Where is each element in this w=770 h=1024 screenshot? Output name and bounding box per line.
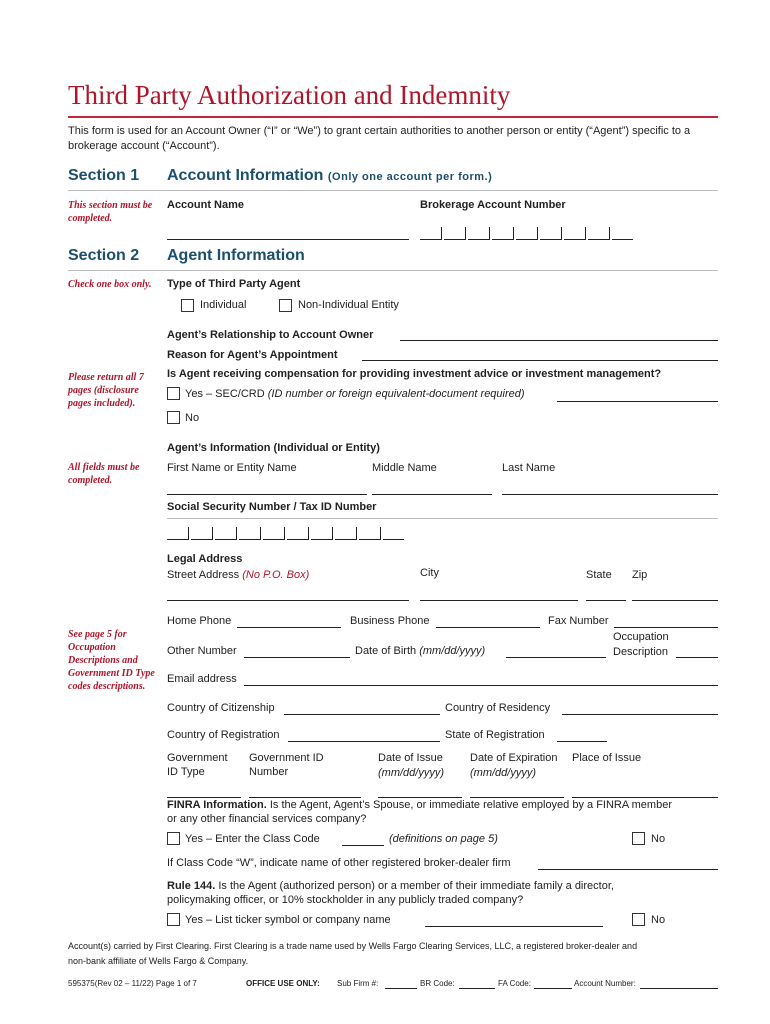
citizenship-field[interactable] bbox=[284, 714, 440, 715]
side-note-check-one: Check one box only. bbox=[68, 279, 152, 290]
account-number-field[interactable] bbox=[640, 988, 718, 989]
other-number-field[interactable] bbox=[244, 657, 350, 658]
class-w-firm-field[interactable] bbox=[538, 869, 718, 870]
rule-144-line-2: policymaking officer, or 10% stockholder in any publicly traded company? bbox=[167, 894, 524, 906]
section-1-heading: Account Information (Only one account per form.) bbox=[167, 167, 493, 184]
registration-field[interactable] bbox=[288, 741, 440, 742]
gov-id-number-label-1: Government ID bbox=[249, 752, 324, 764]
form-id: 595375(Rev 02 – 11/22) Page 1 of 7 bbox=[68, 979, 197, 988]
title-divider bbox=[68, 116, 718, 118]
section-2-divider bbox=[68, 270, 718, 271]
compensation-no-checkbox[interactable] bbox=[167, 411, 180, 424]
business-phone-field[interactable] bbox=[436, 627, 540, 628]
middle-name-label: Middle Name bbox=[372, 462, 437, 474]
gov-id-type-label-2: ID Type bbox=[167, 766, 205, 778]
residency-field[interactable] bbox=[562, 714, 718, 715]
rule-144-no-checkbox[interactable] bbox=[632, 913, 645, 926]
residency-label: Country of Residency bbox=[445, 702, 551, 714]
brokerage-account-number-field[interactable] bbox=[420, 227, 635, 245]
city-field[interactable] bbox=[420, 600, 578, 601]
state-label: State bbox=[586, 569, 612, 581]
registration-label: Country of Registration bbox=[167, 729, 280, 741]
account-name-field[interactable] bbox=[167, 239, 409, 240]
agent-type-heading: Type of Third Party Agent bbox=[167, 278, 301, 290]
finra-question-line-1: FINRA Information. Is the Agent, Agent’s Spouse, or immediate relative employed by a FINRA member bbox=[167, 799, 672, 811]
ssn-field[interactable] bbox=[167, 527, 406, 545]
class-code-field[interactable] bbox=[342, 845, 384, 846]
rule-144-yes-label: Yes – List ticker symbol or company name bbox=[185, 914, 391, 926]
date-issue-label: Date of Issue bbox=[378, 752, 443, 764]
br-code-field[interactable] bbox=[459, 988, 495, 989]
middle-name-field[interactable] bbox=[372, 494, 492, 495]
disclaimer-line-1: Account(s) carried by First Clearing. First Clearing is a trade name used by Wells Fargo Clearing Services, LLC, a registered broker-dealer and bbox=[68, 941, 638, 951]
rule-144-no-label: No bbox=[651, 914, 666, 926]
individual-checkbox[interactable] bbox=[181, 299, 194, 312]
agent-info-heading: Agent’s Information (Individual or Entity) bbox=[167, 442, 380, 454]
finra-no-label: No bbox=[651, 833, 666, 845]
compensation-question: Is Agent receiving compensation for providing investment advice or investment management? bbox=[167, 368, 662, 380]
side-note-see-page-5: See page 5 for Occupation Descriptions and Government ID Type codes descriptions. bbox=[68, 629, 155, 692]
finra-no-checkbox[interactable] bbox=[632, 832, 645, 845]
reason-label: Reason for Agent’s Appointment bbox=[167, 349, 338, 361]
non-individual-label: Non-Individual Entity bbox=[298, 299, 399, 311]
office-use-label: OFFICE USE ONLY: bbox=[246, 979, 320, 988]
gov-id-number-label-2: Number bbox=[249, 766, 289, 778]
last-name-field[interactable] bbox=[502, 494, 718, 495]
home-phone-field[interactable] bbox=[237, 627, 341, 628]
compensation-no-label: No bbox=[185, 412, 200, 424]
zip-field[interactable] bbox=[632, 600, 718, 601]
relationship-label: Agent’s Relationship to Account Owner bbox=[167, 329, 374, 341]
page-title: Third Party Authorization and Indemnity bbox=[68, 80, 511, 110]
section-1-note: (Only one account per form.) bbox=[327, 171, 493, 183]
section-1-label: Section 1 bbox=[68, 167, 140, 184]
citizenship-label: Country of Citizenship bbox=[167, 702, 275, 714]
fa-code-field[interactable] bbox=[534, 988, 572, 989]
relationship-field[interactable] bbox=[400, 340, 718, 341]
section-1-divider bbox=[68, 190, 718, 191]
first-name-label: First Name or Entity Name bbox=[167, 462, 297, 474]
sub-firm-field[interactable] bbox=[385, 988, 417, 989]
account-name-label: Account Name bbox=[167, 199, 245, 211]
street-address-label: Street Address (No P.O. Box) bbox=[167, 569, 310, 581]
class-w-label: If Class Code “W”, indicate name of other registered broker-dealer firm bbox=[167, 857, 511, 869]
brokerage-account-number-label: Brokerage Account Number bbox=[420, 199, 566, 211]
section-1-side-note: This section must be completed. bbox=[68, 200, 153, 224]
place-issue-field[interactable] bbox=[572, 797, 718, 798]
side-note-all-fields: All fields must be completed. bbox=[68, 462, 140, 486]
street-address-field[interactable] bbox=[167, 600, 409, 601]
zip-label: Zip bbox=[632, 569, 648, 581]
occupation-label: Occupation bbox=[613, 631, 669, 643]
br-code-label: BR Code: bbox=[420, 979, 455, 988]
sub-firm-label: Sub Firm #: bbox=[337, 979, 379, 988]
compensation-yes-checkbox[interactable] bbox=[167, 387, 180, 400]
sec-crd-field[interactable] bbox=[557, 401, 718, 402]
occupation-description-label: Description bbox=[613, 646, 669, 658]
state-field[interactable] bbox=[586, 600, 626, 601]
ticker-field[interactable] bbox=[425, 926, 603, 927]
individual-label: Individual bbox=[200, 299, 247, 311]
non-individual-checkbox[interactable] bbox=[279, 299, 292, 312]
gov-id-number-field[interactable] bbox=[249, 797, 361, 798]
ssn-label: Social Security Number / Tax ID Number bbox=[167, 501, 377, 513]
ssn-divider bbox=[167, 518, 718, 519]
date-issue-field[interactable] bbox=[378, 797, 462, 798]
gov-id-type-label-1: Government bbox=[167, 752, 228, 764]
legal-address-heading: Legal Address bbox=[167, 553, 243, 565]
date-expiration-field[interactable] bbox=[470, 797, 564, 798]
reason-field[interactable] bbox=[362, 360, 718, 361]
email-field[interactable] bbox=[244, 685, 718, 686]
city-label: City bbox=[420, 567, 439, 579]
fax-number-label: Fax Number bbox=[548, 615, 609, 627]
fax-number-field[interactable] bbox=[614, 627, 718, 628]
occupation-field[interactable] bbox=[676, 657, 718, 658]
state-registration-label: State of Registration bbox=[445, 729, 545, 741]
date-expiration-label: Date of Expiration bbox=[470, 752, 558, 764]
first-name-field[interactable] bbox=[167, 494, 367, 495]
finra-question-line-2: or any other financial services company? bbox=[167, 813, 367, 825]
state-registration-field[interactable] bbox=[557, 741, 607, 742]
place-issue-label: Place of Issue bbox=[572, 752, 642, 764]
account-number-label: Account Number: bbox=[574, 979, 636, 988]
date-issue-format: (mm/dd/yyyy) bbox=[378, 767, 444, 779]
intro-text: This form is used for an Account Owner (“I” or “We”) to grant certain authorities to another person or entity (“Agent”) specific to a brokerage account (“Account”). bbox=[68, 125, 691, 152]
business-phone-label: Business Phone bbox=[350, 615, 430, 627]
last-name-label: Last Name bbox=[502, 462, 556, 474]
fa-code-label: FA Code: bbox=[498, 979, 531, 988]
class-code-note: (definitions on page 5) bbox=[389, 833, 498, 845]
section-2-label: Section 2 bbox=[68, 247, 140, 264]
gov-id-type-field[interactable] bbox=[167, 797, 241, 798]
rule-144-yes-checkbox[interactable] bbox=[167, 913, 180, 926]
finra-yes-label: Yes – Enter the Class Code bbox=[185, 833, 320, 845]
home-phone-label: Home Phone bbox=[167, 615, 232, 627]
rule-144-line-1: Rule 144. Is the Agent (authorized person) or a member of their immediate family a director, bbox=[167, 880, 614, 892]
finra-yes-checkbox[interactable] bbox=[167, 832, 180, 845]
other-number-label: Other Number bbox=[167, 645, 237, 657]
date-expiration-format: (mm/dd/yyyy) bbox=[470, 767, 536, 779]
date-of-birth-field[interactable] bbox=[506, 657, 606, 658]
email-label: Email address bbox=[167, 673, 237, 685]
section-2-heading: Agent Information bbox=[167, 247, 305, 264]
side-note-return-pages: Please return all 7 pages (disclosure pages included). bbox=[68, 372, 144, 409]
date-of-birth-label: Date of Birth (mm/dd/yyyy) bbox=[355, 645, 486, 657]
disclaimer-line-2: non-bank affiliate of Wells Fargo & Company. bbox=[68, 956, 249, 966]
compensation-yes-label: Yes – SEC/CRD (ID number or foreign equivalent-document required) bbox=[185, 388, 525, 400]
